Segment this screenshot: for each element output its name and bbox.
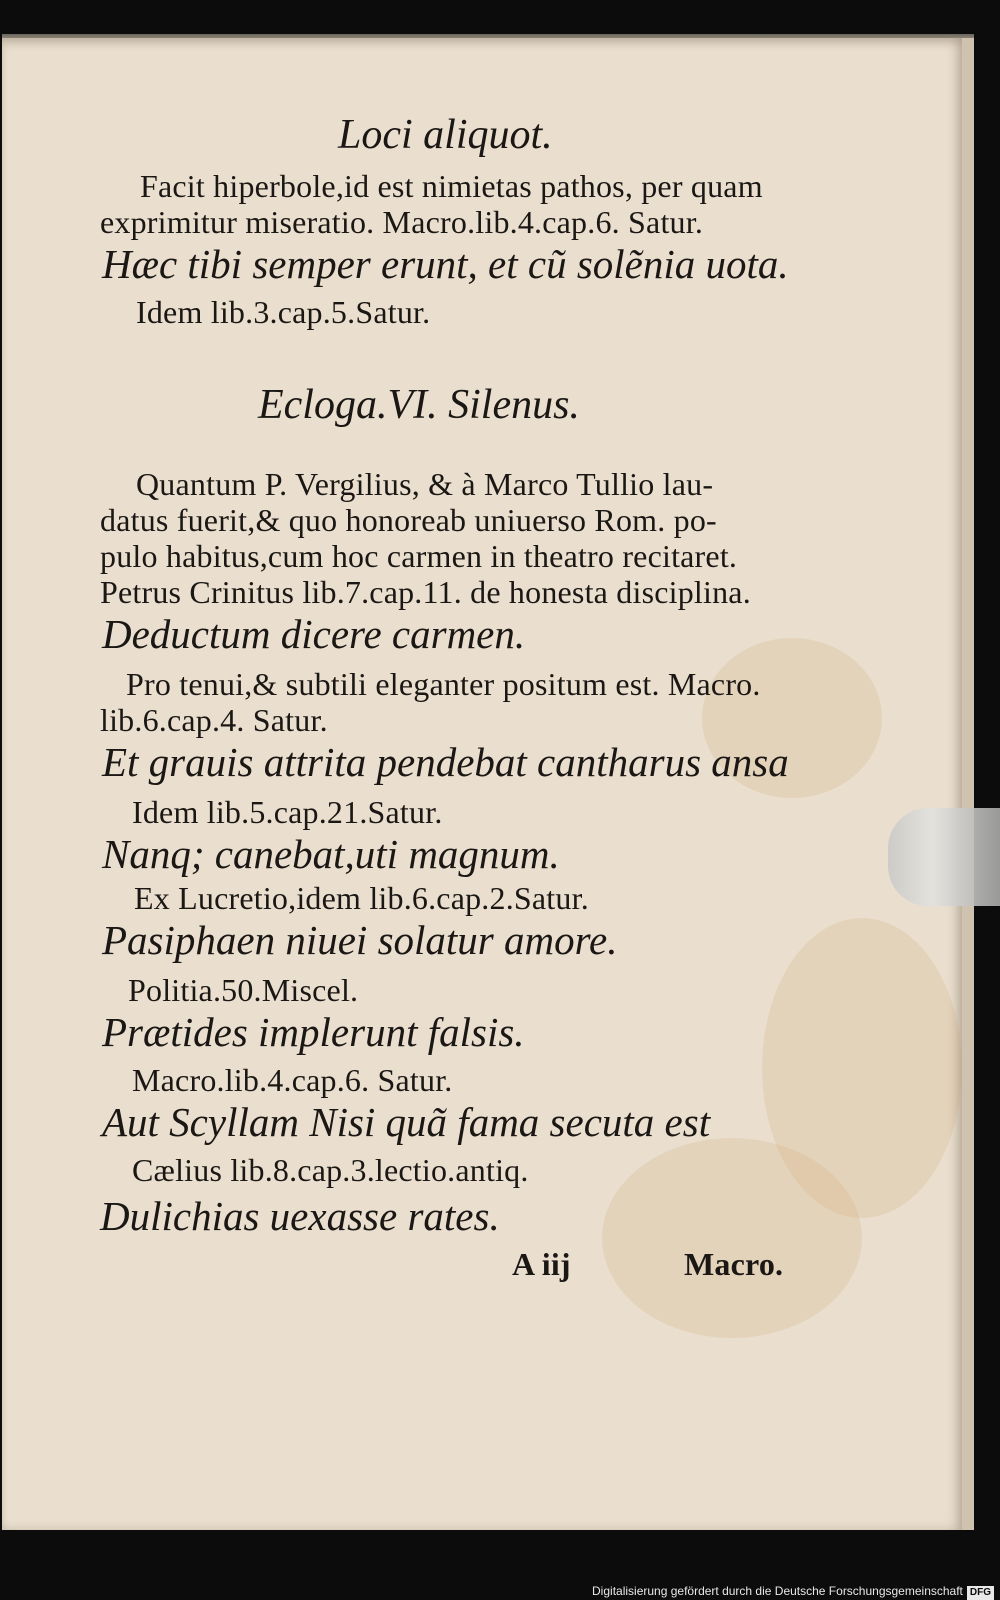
text-line: Ex Lucretio,idem lib.6.cap.2.Satur. (134, 880, 589, 916)
verse-line: Prætides implerunt falsis. (102, 1009, 525, 1055)
text-line: lib.6.cap.4. Satur. (100, 702, 328, 738)
text-line: datus fuerit,& quo honoreab uniuerso Rom. po- (100, 502, 717, 538)
digitization-footer (0, 1582, 1000, 1600)
text-line: Quantum P. Vergilius, & à Marco Tullio lau- (136, 466, 714, 502)
eclogue-heading: Ecloga.VI. Silenus. (258, 382, 580, 428)
verse-line: Nanq; canebat,uti magnum. (102, 831, 560, 877)
text-line: Macro.lib.4.cap.6. Satur. (132, 1062, 453, 1098)
text-line: Pro tenui,& subtili eleganter positum est. Macro. (126, 666, 761, 702)
verse-line: Aut Scyllam Nisi quã fama secuta est (102, 1099, 711, 1145)
section-heading: Loci aliquot. (338, 112, 553, 158)
text-line: Politia.50.Miscel. (128, 972, 359, 1008)
signature-mark: A iij (512, 1246, 571, 1282)
footer-text: Digitalisierung gefördert durch die Deutsche Forschungsgemeinschaft (592, 1584, 963, 1598)
catchword: Macro. (684, 1246, 784, 1282)
verse-line: Et grauis attrita pendebat cantharus ansa (102, 739, 789, 785)
dfg-logo-icon: DFG (967, 1586, 994, 1600)
verse-line: Deductum dicere carmen. (102, 611, 526, 657)
text-line: Petrus Crinitus lib.7.cap.11. de honesta disciplina. (100, 574, 751, 610)
text-line: exprimitur miseratio. Macro.lib.4.cap.6. Satur. (100, 204, 704, 240)
verse-line: Hæc tibi semper erunt, et cũ solẽnia uota. (102, 241, 789, 287)
text-line: pulo habitus,cum hoc carmen in theatro recitaret. (100, 538, 738, 574)
verse-line: Pasiphaen niuei solatur amore. (102, 917, 618, 963)
verse-line: Dulichias uexasse rates. (100, 1193, 500, 1239)
text-line: Facit hiperbole,id est nimietas pathos, per quam (140, 168, 763, 204)
text-line: Idem lib.5.cap.21.Satur. (132, 794, 443, 830)
text-line: Idem lib.3.cap.5.Satur. (136, 294, 431, 330)
text-line: Cælius lib.8.cap.3.lectio.antiq. (132, 1152, 529, 1188)
